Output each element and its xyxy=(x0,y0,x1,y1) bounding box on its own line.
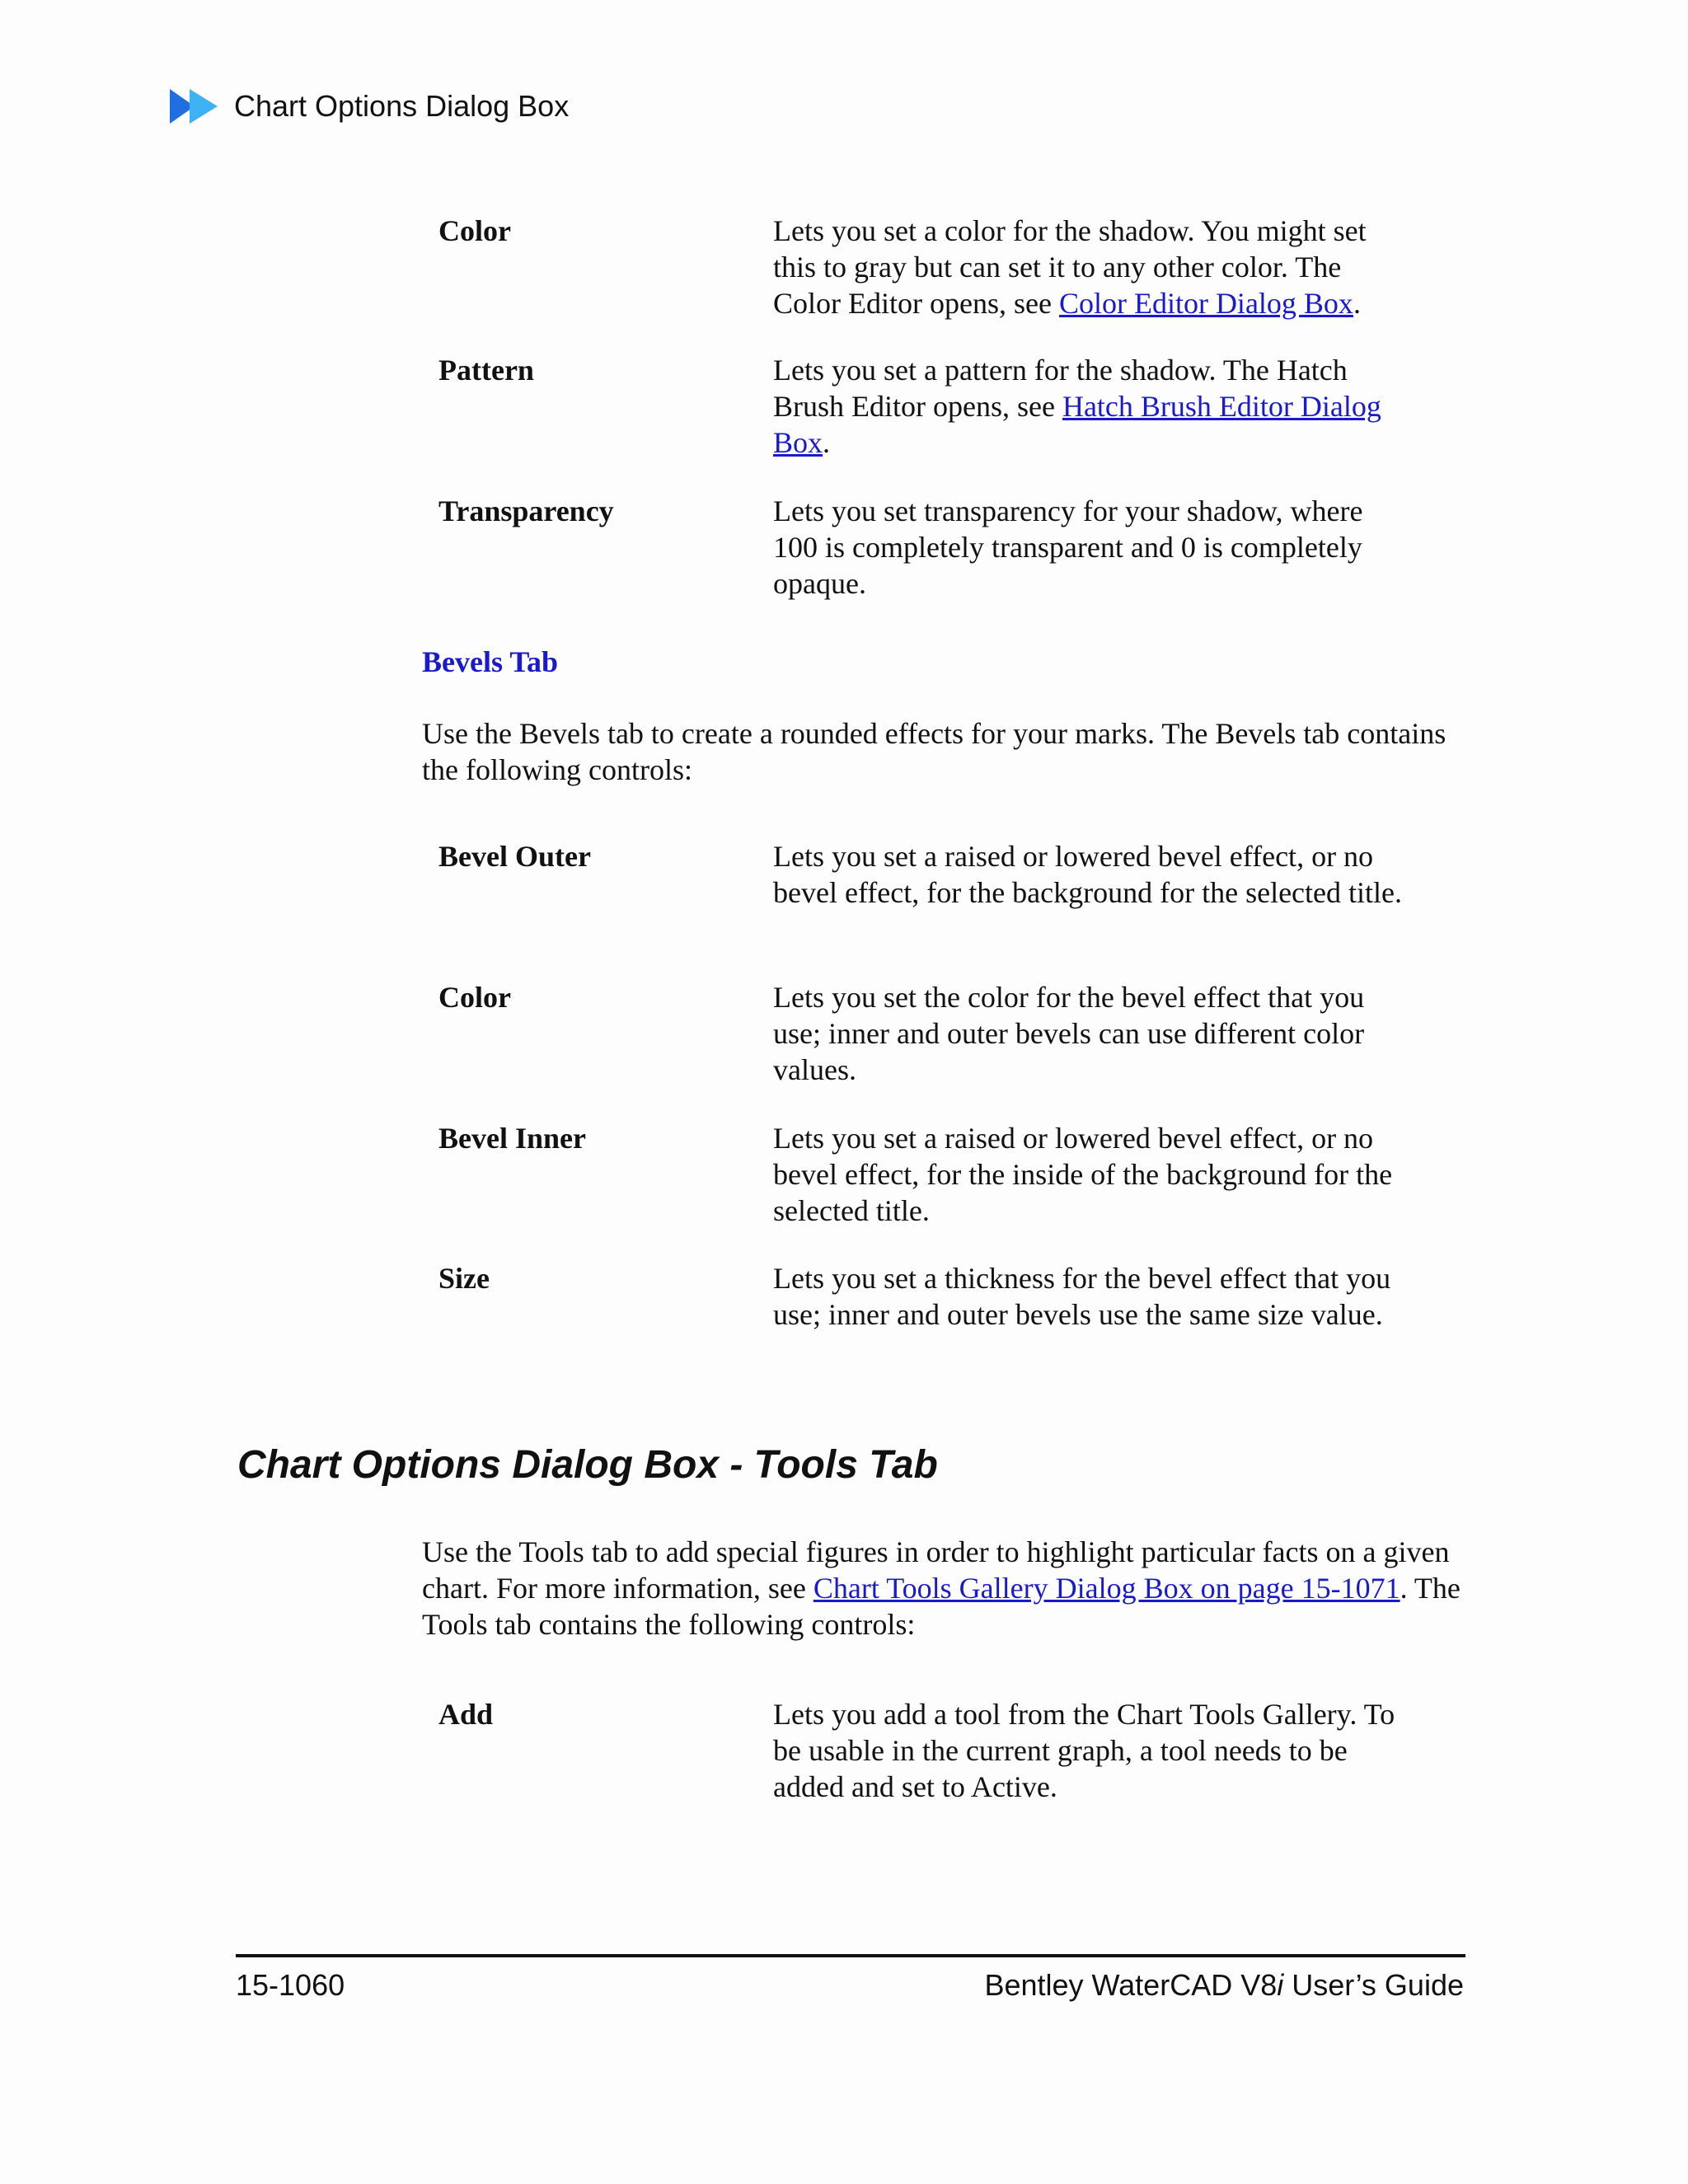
definition-desc: Lets you set a thickness for the bevel effect that you use; inner and outer bevels use the same size value. xyxy=(773,1262,1391,1331)
definition-term: Size xyxy=(438,1262,490,1295)
definition-term: Bevel Outer xyxy=(438,840,591,873)
definition-desc: Lets you set transparency for your shadow, where 100 is completely transparent and 0 is completely opaque. xyxy=(773,494,1363,600)
double-arrow-icon xyxy=(170,87,223,125)
definition-desc: Lets you set a raised or lowered bevel effect, or no bevel effect, for the inside of the background for the selected title. xyxy=(773,1122,1393,1227)
page-header xyxy=(170,86,569,127)
header-title: Chart Options Dialog Box xyxy=(234,89,570,123)
page-number: 15-1060 xyxy=(236,1968,345,2002)
chart-tools-gallery-link[interactable]: Chart Tools Gallery Dialog Box on page 15-1071 xyxy=(813,1572,1400,1605)
definition-desc: Lets you set a raised or lowered bevel effect, or no bevel effect, for the background for the selected title. xyxy=(773,840,1402,909)
tools-tab-heading: Chart Options Dialog Box - Tools Tab xyxy=(237,1443,938,1487)
definition-desc: Lets you add a tool from the Chart Tools Gallery. To be usable in the current graph, a tool needs to be added and set to Active. xyxy=(773,1698,1395,1803)
hatch-brush-editor-link[interactable]: Hatch Brush Editor Dialog Box xyxy=(773,390,1381,459)
bevels-intro: Use the Bevels tab to create a rounded effects for your marks. The Bevels tab contains the following controls: xyxy=(422,717,1447,786)
definition-term: Color xyxy=(438,214,511,247)
footer-rule xyxy=(236,1954,1465,1957)
definition-term: Transparency xyxy=(438,494,614,527)
definition-desc: Lets you set the color for the bevel effect that you use; inner and outer bevels can use different color values. xyxy=(773,981,1365,1086)
definition-desc: Lets you set a pattern for the shadow. The Hatch Brush Editor opens, see Hatch Brush Editor Dialog Box. xyxy=(773,354,1381,459)
guide-title: Bentley WaterCAD V8i User’s Guide xyxy=(984,1968,1464,2002)
definition-desc: Lets you set a color for the shadow. You might set this to gray but can set it to any other color. The Color Editor opens, see Color Editor Dialog Box. xyxy=(773,214,1367,320)
tools-intro: Use the Tools tab to add special figures in order to highlight particular facts on a given chart. For more information, see Chart Tools Gallery Dialog Box on page 15-1071. The Tools tab contains the following controls: xyxy=(422,1535,1461,1641)
definition-term: Add xyxy=(438,1698,494,1731)
bevels-tab-heading: Bevels Tab xyxy=(422,645,559,678)
definition-term: Pattern xyxy=(438,354,534,387)
definition-term: Bevel Inner xyxy=(438,1122,586,1155)
color-editor-link[interactable]: Color Editor Dialog Box xyxy=(1058,287,1353,320)
definition-term: Color xyxy=(438,981,511,1014)
